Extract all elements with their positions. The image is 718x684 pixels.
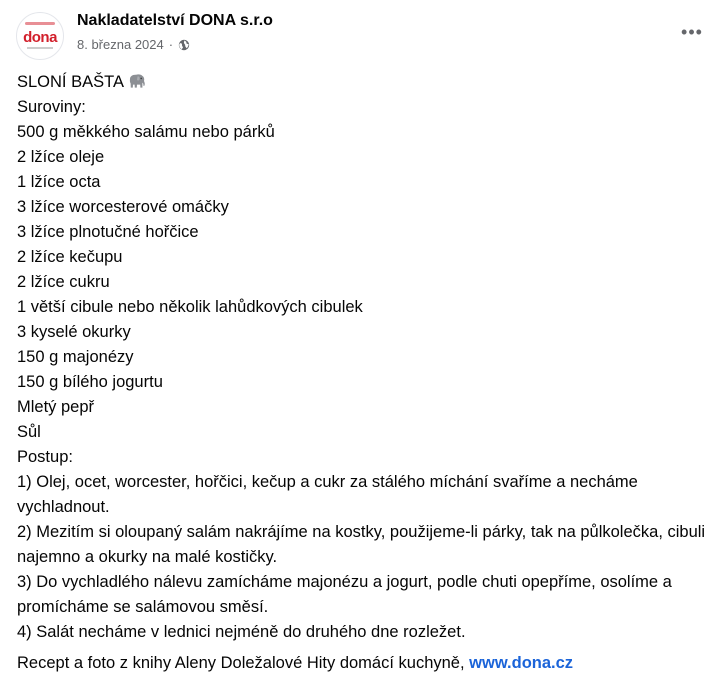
ingredient-item: 3 lžíce plnotučné hořčice: [17, 223, 199, 241]
ingredient-item: 150 g majonézy: [17, 348, 134, 366]
post-header: [16, 12, 706, 62]
logo-decoration: [25, 22, 55, 25]
logo-decoration: [27, 47, 53, 49]
ingredient-item: 1 větší cibule nebo několik lahůdkových cibulek: [17, 298, 363, 316]
meta-separator: ·: [168, 37, 174, 52]
ingredient-item: 3 lžíce worcesterové omáčky: [17, 198, 229, 216]
credit-line: [17, 651, 707, 676]
post-date-link[interactable]: 8. března 2024: [77, 37, 164, 52]
method-step: 3) Do vychladlého nálevu zamícháme majonézu a jogurt, podle chuti opepříme, osolíme a promícháme se salámovou směsí.: [17, 573, 672, 616]
credit-text: Recept a foto z knihy Aleny Doležalové Hity domácí kuchyně,: [17, 654, 465, 672]
ingredient-item: Mletý pepř: [17, 398, 95, 416]
recipe-title: SLONÍ BAŠTA: [17, 73, 124, 91]
ingredient-item: 500 g měkkého salámu nebo párků: [17, 123, 275, 141]
post-body: [17, 70, 707, 676]
ingredients-heading: Suroviny:: [17, 98, 86, 116]
globe-icon[interactable]: [178, 39, 190, 51]
method-heading: Postup:: [17, 448, 73, 466]
website-link[interactable]: www.dona.cz: [469, 654, 574, 672]
more-options-icon[interactable]: •••: [681, 21, 703, 42]
page-avatar[interactable]: [16, 12, 64, 60]
elephant-icon: [127, 73, 147, 89]
ingredient-item: 2 lžíce kečupu: [17, 248, 123, 266]
page-name-link[interactable]: Nakladatelství DONA s.r.o: [77, 12, 273, 29]
recipe-title-line: [17, 70, 707, 95]
ingredient-item: 3 kyselé okurky: [17, 323, 131, 341]
method-step: 2) Mezitím si oloupaný salám nakrájíme na kostky, použijeme-li párky, tak na půlkolečka, cibuli najemno a okurky na malé kostičky.: [17, 523, 706, 566]
ingredient-item: Sůl: [17, 423, 41, 441]
method-step: 1) Olej, ocet, worcester, hořčici, kečup a cukr za stálého míchání svaříme a necháme vychladnout.: [17, 473, 638, 516]
ingredient-item: 1 lžíce octa: [17, 173, 101, 191]
method-step: 4) Salát necháme v lednici nejméně do druhého dne rozležet.: [17, 623, 466, 641]
ingredient-item: 2 lžíce cukru: [17, 273, 110, 291]
post-meta: [77, 37, 190, 52]
ingredient-item: 2 lžíce oleje: [17, 148, 105, 166]
ingredient-item: 150 g bílého jogurtu: [17, 373, 163, 391]
logo-text: dona: [23, 28, 57, 46]
